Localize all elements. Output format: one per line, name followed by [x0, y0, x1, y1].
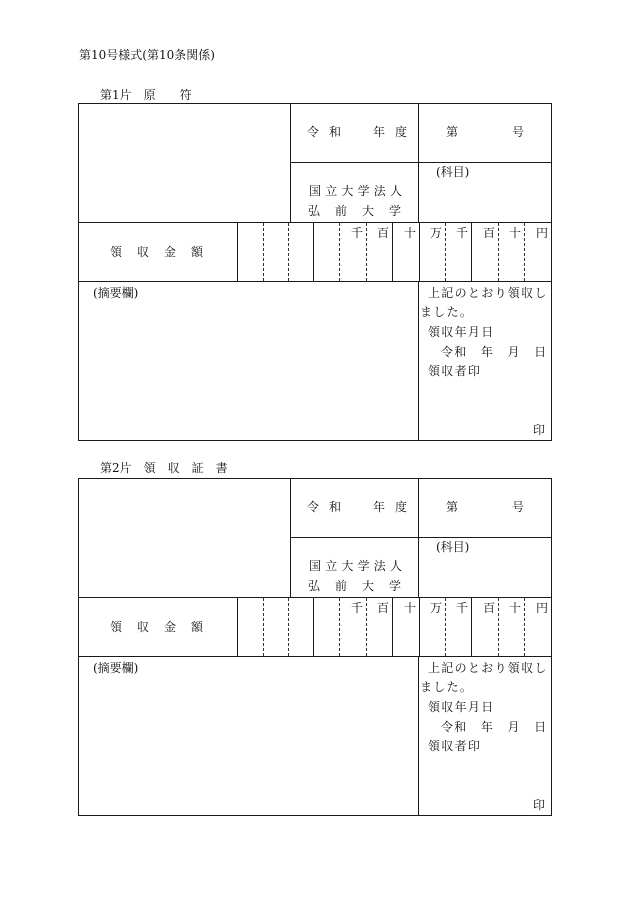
- digit-unit-label: 十: [403, 226, 416, 240]
- remarks-cell: [78, 656, 419, 816]
- digit-unit-label: 千: [455, 601, 468, 615]
- digit-unit-label: 百: [376, 226, 389, 240]
- receipt-statement-line-1: 上記のとおり領収し: [428, 661, 548, 675]
- amount-digit-cell: [471, 223, 498, 281]
- slip-original-stub: [78, 103, 552, 441]
- amount-label: 領収金額: [110, 620, 219, 634]
- amount-digit-cell: [498, 223, 524, 281]
- digit-unit-label: 万: [429, 601, 442, 615]
- number-cell: [418, 103, 552, 163]
- amount-digit-cell: [288, 223, 313, 281]
- issuer-cell: [290, 162, 419, 223]
- digit-unit-label: 十: [403, 601, 416, 615]
- amount-digit-cell: [445, 598, 471, 656]
- digit-unit-label: 百: [376, 601, 389, 615]
- receipt-date-label: 領収年月日: [428, 325, 495, 339]
- amount-label-cell: [78, 222, 238, 282]
- number-label: 第 号: [446, 125, 524, 139]
- receipt-statement-line-1: 上記のとおり領収し: [428, 286, 548, 300]
- amount-digit-cell: [524, 223, 551, 281]
- receiver-seal-label: 領収者印: [428, 739, 482, 753]
- fiscal-year-label: 令 和 年 度: [307, 500, 407, 514]
- form-title: 第10号様式(第10条関係): [79, 48, 215, 62]
- subject-label: (科目): [436, 165, 470, 179]
- fiscal-year-cell: [290, 478, 419, 538]
- issuer-line-1: 国立大学法人: [309, 559, 407, 573]
- amount-digit-cell: [392, 223, 419, 281]
- seal-mark: 印: [533, 423, 546, 437]
- digit-unit-label: 千: [350, 601, 363, 615]
- receipt-confirmation-cell: [418, 281, 552, 441]
- digit-unit-label: 百: [482, 601, 495, 615]
- amount-digit-cell: [366, 598, 392, 656]
- amount-label: 領収金額: [110, 245, 219, 259]
- amount-label-cell: [78, 597, 238, 657]
- digit-unit-label: 円: [535, 226, 548, 240]
- amount-digit-cell: [313, 598, 339, 656]
- slip-heading: 第1片 原 符: [100, 88, 192, 102]
- amount-digit-cell: [313, 223, 339, 281]
- remarks-label: (摘要欄): [93, 286, 139, 300]
- receipt-date-label: 領収年月日: [428, 700, 495, 714]
- amount-digit-cell: [419, 223, 445, 281]
- subject-cell: [418, 537, 552, 598]
- amount-digit-cell: [263, 223, 288, 281]
- digit-unit-label: 千: [455, 226, 468, 240]
- receiver-seal-label: 領収者印: [428, 364, 482, 378]
- digit-unit-label: 円: [535, 601, 548, 615]
- digit-unit-label: 百: [482, 226, 495, 240]
- amount-digit-cell: [238, 223, 263, 281]
- issuer-line-2: 弘前大学: [308, 579, 417, 593]
- digit-unit-label: 十: [508, 226, 521, 240]
- amount-digit-boxes: [237, 222, 552, 282]
- amount-digit-cell: [288, 598, 313, 656]
- blank-header-cell: [78, 478, 291, 598]
- amount-digit-cell: [366, 223, 392, 281]
- amount-digit-cell: [498, 598, 524, 656]
- digit-unit-label: 十: [508, 601, 521, 615]
- amount-digit-cell: [471, 598, 498, 656]
- blank-header-cell: [78, 103, 291, 223]
- amount-digit-boxes: [237, 597, 552, 657]
- receipt-statement-line-2: ました。: [420, 305, 474, 319]
- amount-digit-cell: [263, 598, 288, 656]
- issuer-cell: [290, 537, 419, 598]
- receipt-date: 令和 年 月 日: [441, 720, 548, 734]
- amount-digit-cell: [392, 598, 419, 656]
- receipt-statement-line-2: ました。: [420, 680, 474, 694]
- issuer-line-1: 国立大学法人: [309, 184, 407, 198]
- issuer-line-2: 弘前大学: [308, 204, 417, 218]
- fiscal-year-label: 令 和 年 度: [307, 125, 407, 139]
- subject-label: (科目): [436, 540, 470, 554]
- receipt-date: 令和 年 月 日: [441, 345, 548, 359]
- remarks-label: (摘要欄): [93, 661, 139, 675]
- amount-digit-cell: [445, 223, 471, 281]
- amount-digit-cell: [238, 598, 263, 656]
- amount-digit-cell: [339, 598, 366, 656]
- subject-cell: [418, 162, 552, 223]
- number-cell: [418, 478, 552, 538]
- digit-unit-label: 千: [350, 226, 363, 240]
- seal-mark: 印: [533, 798, 546, 812]
- amount-digit-cell: [419, 598, 445, 656]
- receipt-confirmation-cell: [418, 656, 552, 816]
- number-label: 第 号: [446, 500, 524, 514]
- slip-receipt-certificate: [78, 478, 552, 816]
- slip-heading: 第2片 領 収 証 書: [100, 461, 228, 475]
- fiscal-year-cell: [290, 103, 419, 163]
- amount-digit-cell: [524, 598, 551, 656]
- digit-unit-label: 万: [429, 226, 442, 240]
- amount-digit-cell: [339, 223, 366, 281]
- remarks-cell: [78, 281, 419, 441]
